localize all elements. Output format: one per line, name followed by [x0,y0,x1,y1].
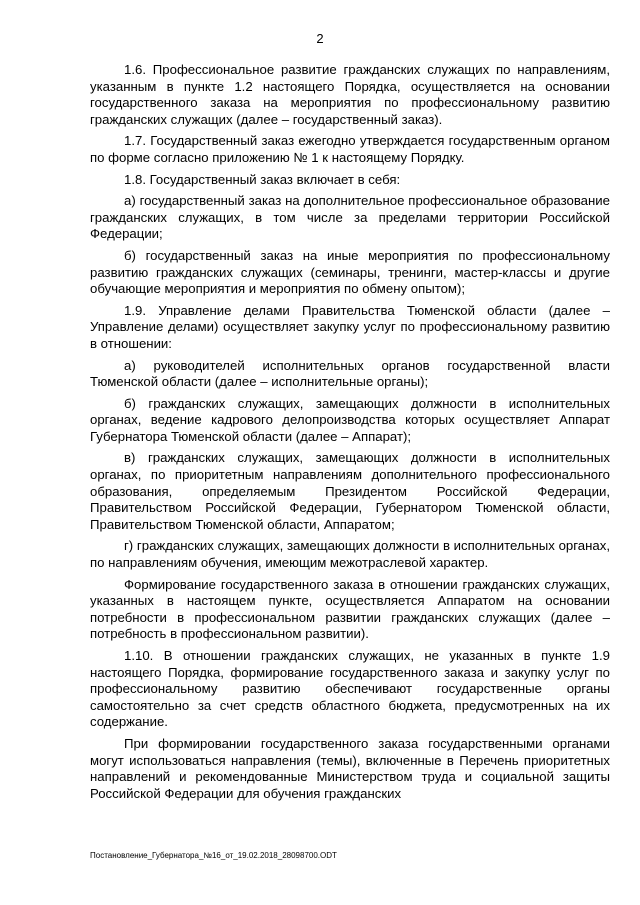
paragraph-1-9-g: г) гражданских служащих, замещающих должности в исполнительных органах, по направлениям обучения, имеющим межотраслевой характер. [90,538,610,571]
paragraph-1-8: 1.8. Государственный заказ включает в себя: [124,171,401,187]
paragraph-1-9: 1.9. Управление делами Правительства Тюменской области (далее – Управление делами) осуществляет закупку услуг по профессиональному развитию в отношении: [90,302,610,351]
paragraph-1-9-v: в) гражданских служащих, замещающих должности в исполнительных органах, по приоритетным направлениям дополнительного профессионального образования, определяемым Президентом Российской Федерации, Правительством Российской Федерации, Губернатором Тюменской области, Правительством Тюменской области, Аппаратом; [90,450,610,532]
paragraph-1-9-a: а) руководителей исполнительных органов государственной власти Тюменской области (далее – исполнительные органы); [90,357,610,390]
paragraph-formation: Формирование государственного заказа в отношении гражданских служащих, указанных в настоящем пункте, осуществляется Аппаратом на основании потребности в профессиональном развитии гражданских служащих (далее – потребность в профессиональном развитии). [90,576,610,642]
document-body [90,62,610,807]
paragraph-1-8-b: б) государственный заказ на иные мероприятия по профессиональному развитию гражданских служащих (семинары, тренинги, мастер-классы и другие обучающие мероприятия и мероприятия по обмену опытом); [90,247,610,297]
paragraph-1-10: 1.10. В отношении гражданских служащих, не указанных в пункте 1.9 настоящего Порядка, формирование государственного заказа и закупку услуг по профессиональному развитию обеспечивают государственные органы самостоятельно за счет средств областного бюджета, предусмотренных на их содержание. [90,648,610,730]
paragraph-1-7: 1.7. Государственный заказ ежегодно утверждается государственным органом по форме согласно приложению № 1 к настоящему Порядку. [90,133,610,165]
paragraph-1-9-b: б) гражданских служащих, замещающих должности в исполнительных органах, ведение кадрового делопроизводства которых осуществляет Аппарат Губернатора Тюменской области (далее – Аппарат); [90,395,610,444]
paragraph-1-6: 1.6. Профессиональное развитие гражданских служащих по направлениям, указанным в пункте 1.2 настоящего Порядка, осуществляется на основании государственного заказа на мероприятия по профессиональному развитию гражданских служащих (далее – государственный заказ). [90,62,610,127]
paragraph-priority-directions: При формировании государственного заказа государственными органами могут использоваться направления (темы), включенные в Перечень приоритетных направлений и рекомендованные Министерством труда и социальной защиты Российской Федерации для обучения гражданских [90,735,610,801]
paragraph-1-8-a: а) государственный заказ на дополнительное профессиональное образование гражданских служащих, в том числе за пределами территории Российской Федерации; [90,193,610,242]
document-footer: Постановление_Губернатора_№16_от_19.02.2018_28098700.ODT [90,851,337,860]
page-number: 2 [316,31,324,46]
